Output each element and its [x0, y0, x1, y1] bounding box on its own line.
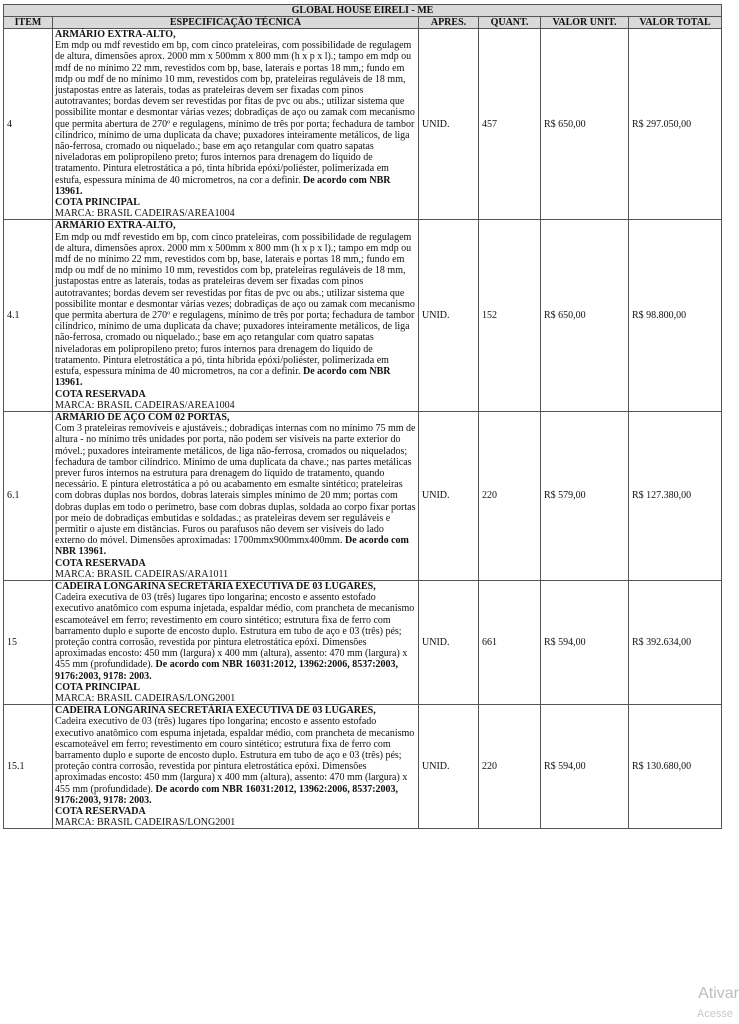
unit-value: R$ 650,00	[541, 220, 629, 411]
item-number: 15	[4, 580, 53, 704]
spec-norm: De acordo com NBR 16031:2012, 13962:2006, 8537:2003, 9176:2003, 9178: 2003.	[55, 783, 399, 806]
spec-marca: MARCA: BRASIL CADEIRAS/LONG2001	[55, 692, 236, 704]
total-value: R$ 130.680,00	[629, 705, 722, 829]
header-spec: ESPECIFICAÇÃO TÉCNICA	[53, 17, 419, 29]
spec-text	[55, 40, 416, 197]
spec-cota: COTA RESERVADA	[55, 557, 146, 569]
table-row	[4, 580, 722, 704]
unit-value: R$ 579,00	[541, 411, 629, 580]
spec-norm: De acordo com NBR 13961.	[55, 366, 391, 389]
unit-value: R$ 594,00	[541, 580, 629, 704]
company-name: GLOBAL HOUSE EIRELI - ME	[4, 5, 722, 17]
spec-norm: De acordo com NBR 13961.	[55, 174, 391, 197]
spec-cota: COTA PRINCIPAL	[55, 197, 140, 209]
spec-marca: MARCA: BRASIL CADEIRAS/ARA1011	[55, 568, 229, 580]
spec-marca: MARCA: BRASIL CADEIRAS/LONG2001	[55, 817, 236, 829]
item-number: 6.1	[4, 411, 53, 580]
spec-cell	[53, 580, 419, 704]
unit-value: R$ 594,00	[541, 705, 629, 829]
spec-title: CADEIRA LONGARINA SECRETÁRIA EXECUTIVA DE 03 LUGARES,	[55, 580, 376, 592]
activation-watermark: Ativar	[698, 985, 739, 1002]
spec-cota: COTA PRINCIPAL	[55, 681, 140, 693]
spec-description: Em mdp ou mdf revestido em bp, com cinco prateleiras, com possibilidade de regulagem de altura, dimensões aprox. 2000 mm x 500mm x 800 mm (h x p x l).; tampo em mdp ou mdf de no mínimo 22 mm, revestidos com bp, base, laterais e portas 18 mm,; fundo em mdp ou mdf de no mínimo 10 mm, revestidos com bp, prateleiras reguláveis de 18 mm, justapostas entre as laterais, todas as prateleiras devem ser fixadas com pinos autotravantes; bordas devem ser revestidas por fitas de pvc ou abs.; utilizar sistema que possibilite montar e desmontar várias vezes; dobradiças de aço ou zamak com mecanismo que permita abertura de 270º e regulagens, mínimo de três por porta; fechadura de tambor cilíndrico, mínimo de uma duplicata da chave; puxadores inteiramente metálicos, de liga não-ferrosa, cromado ou niquelado.; base em aço retangular com quatro sapatas niveladoras em polipropileno preto; furos internos para drenagem do líquido de tratamento. Pintura eletrostática a pó, tinta híbrida epóxi/poliéster, polimerizada em estufa, espessura mínima de 40 micrometros, na cor a definir.	[55, 40, 415, 186]
spec-description: Cadeira executiva de 03 (três) lugares tipo longarina; encosto e assento estofado executivo anatômico com espuma injetada, espaldar médio, com prancheta de mecanismo escamoteável em ferro; revestimento em couro sintético; estrutura fixa de ferro com barramento duplo e suporte de encosto duplo. Estrutura em tubo de aço e 03 (três) pés; proteção contra corrosão, revestida por pintura eletrostática epóxi. Dimensões aproximadas encosto: 450 mm (largura) x 400 mm (altura), assento: 470 mm (largura) x 455 mm (profundidade).	[55, 592, 415, 671]
header-total-value: VALOR TOTAL	[629, 17, 722, 29]
quantity: 661	[479, 580, 541, 704]
quantity: 220	[479, 411, 541, 580]
activation-watermark-sub: Acesse	[696, 1008, 733, 1020]
header-apres: APRES.	[419, 17, 479, 29]
table-row	[4, 29, 722, 220]
presentation: UNID.	[419, 29, 479, 220]
spec-marca: MARCA: BRASIL CADEIRAS/AREA1004	[55, 208, 235, 220]
total-value: R$ 98.800,00	[629, 220, 722, 411]
header-quant: QUANT.	[479, 17, 541, 29]
spec-title: ARMÁRIO EXTRA-ALTO,	[55, 29, 176, 40]
spec-norm: De acordo com NBR 16031:2012, 13962:2006, 8537:2003, 9176:2003, 9178: 2003.	[55, 659, 399, 682]
spec-title: ARMÁRIO DE AÇO COM 02 PORTAS,	[55, 411, 230, 423]
spec-cell	[53, 411, 419, 580]
spec-description: Cadeira executivo de 03 (três) lugares tipo longarina; encosto e assento estofado executivo anatômico com espuma injetada, espaldar médio, com prancheta de mecanismo escamoteável em ferro; revestimento em couro sintético; estrutura fixa de ferro com barramento duplo e suporte de encosto duplo. Estrutura em tubo de aço e 03 (três) pés; proteção contra corrosão, revestida por pintura eletrostática epóxi. Dimensões aproximadas encosto: 450 mm (largura) x 400 mm (altura), assento: 470 mm (largura) x 455 mm (profundidade).	[55, 716, 415, 795]
spec-marca: MARCA: BRASIL CADEIRAS/AREA1004	[55, 399, 235, 411]
table-row	[4, 705, 722, 829]
spec-text	[55, 716, 416, 806]
total-value: R$ 297.050,00	[629, 29, 722, 220]
spec-cell	[53, 705, 419, 829]
spec-title: ARMÁRIO EXTRA-ALTO,	[55, 220, 176, 232]
quantity: 457	[479, 29, 541, 220]
item-number: 4	[4, 29, 53, 220]
proposal-sheet	[3, 4, 721, 829]
table-row	[4, 220, 722, 411]
spec-cell	[53, 220, 419, 411]
presentation: UNID.	[419, 705, 479, 829]
presentation: UNID.	[419, 411, 479, 580]
price-table	[3, 4, 722, 829]
presentation: UNID.	[419, 220, 479, 411]
spec-cell	[53, 29, 419, 220]
spec-description: Em mdp ou mdf revestido em bp, com cinco prateleiras, com possibilidade de regulagem de altura, dimensões aprox. 2000 mm x 500mm x 800 mm (h x p x l).; tampo em mdp ou mdf de no mínimo 22 mm, revestidos com bp, base, laterais e portas 18 mm,; fundo em mdp ou mdf de no mínimo 10 mm, revestidos com bp, prateleiras reguláveis de 18 mm, justapostas entre as laterais, todas as prateleiras devem ser fixadas com pinos autotravantes; bordas devem ser revestidas por fitas de pvc ou abs.; utilizar sistema que possibilite montar e desmontar várias vezes; dobradiças de aço ou zamak com mecanismo que permita abertura de 270º e regulagens, mínimo de três por porta; fechadura de tambor cilíndrico, mínimo de uma duplicata da chave; puxadores inteiramente metálicos, de liga não-ferrosa, cromado ou niquelado.; base em aço retangular com quatro sapatas niveladoras em polipropileno preto; furos internos para drenagem do líquido de tratamento. Pintura eletrostática a pó, tinta híbrida epóxi/poliéster, polimerizada em estufa, espessura mínima de 40 micrometros, na cor a definir.	[55, 231, 415, 378]
item-number: 4.1	[4, 220, 53, 411]
total-value: R$ 392.634,00	[629, 580, 722, 704]
quantity: 152	[479, 220, 541, 411]
item-number: 15.1	[4, 705, 53, 829]
header-row	[4, 17, 722, 29]
spec-norm: De acordo com NBR 13961.	[55, 535, 409, 558]
header-item: ITEM	[4, 17, 53, 29]
spec-title: CADEIRA LONGARINA SECRETÁRIA EXECUTIVA DE 03 LUGARES,	[55, 705, 376, 717]
table-row	[4, 411, 722, 580]
spec-text	[55, 592, 416, 682]
unit-value: R$ 650,00	[541, 29, 629, 220]
quantity: 220	[479, 705, 541, 829]
spec-cota: COTA RESERVADA	[55, 388, 146, 400]
spec-text	[55, 423, 416, 557]
header-unit-value: VALOR UNIT.	[541, 17, 629, 29]
spec-text	[55, 232, 416, 389]
total-value: R$ 127.380,00	[629, 411, 722, 580]
presentation: UNID.	[419, 580, 479, 704]
spec-cota: COTA RESERVADA	[55, 806, 146, 818]
spec-description: Com 3 prateleiras removíveis e ajustáveis.; dobradiças internas com no mínimo 75 mm de altura - no mínimo três unidades por porta, não podem ser visíveis na parte exterior do móvel.; puxadores inteiramente metálicos, de liga não-ferrosa, cromados ou niquelados; fechadura de tambor cilíndrico. Mínimo de uma duplicata da chave.; nas partes metálicas prever furos internos na estrutura para drenagem do líquido de tratamento, quando necessário. E pintura eletrostática a pó ou acabamento em esmalte sintético; prateleiras com dobras duplas nos bordos, dobras laterais simples mínimo de 20 mm; portas com dobras duplas em todo o perímetro, base com dobras duplas, soldada ao corpo fixar portas por meio de dobradiças embutidas e soldadas.; as prateleiras devem ser reguláveis e permitir o ajuste em distâncias. Furos ou parafusos não devem ser visíveis do lado externo do móvel. Dimensões aproximadas: 1700mmx900mmx400mm.	[55, 423, 416, 547]
